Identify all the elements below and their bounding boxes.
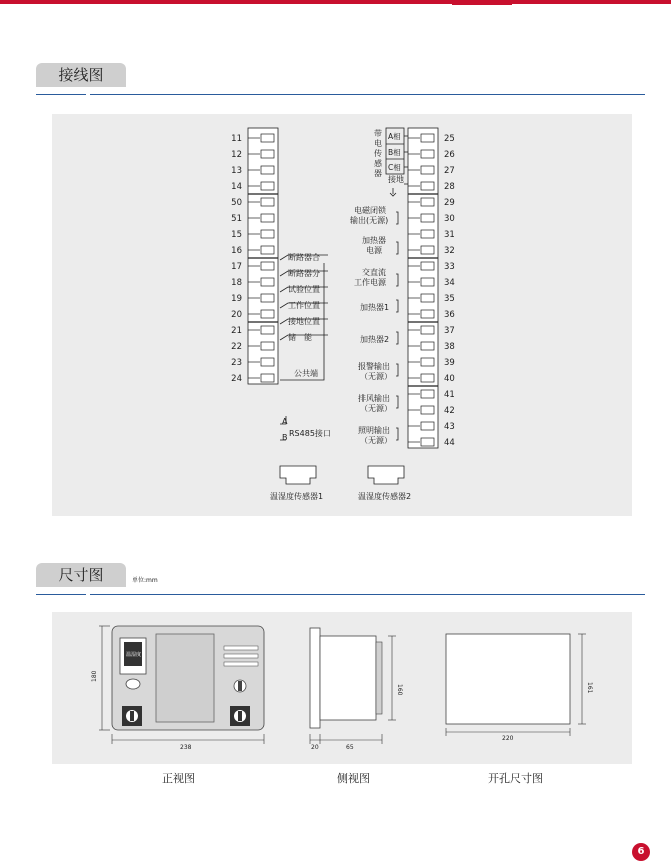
side-height-dim: 160 bbox=[396, 684, 403, 696]
caption-front-view: 正视图 bbox=[162, 772, 195, 785]
terminal-slot bbox=[421, 246, 434, 254]
terminal-number: 15 bbox=[231, 230, 242, 240]
terminal-slot bbox=[261, 326, 274, 334]
section-rule bbox=[90, 594, 645, 595]
label-heater1: 加热器1 bbox=[360, 303, 390, 312]
terminal-number: 51 bbox=[231, 214, 242, 224]
wiring-diagram bbox=[52, 114, 632, 516]
label-heater-power-2: 电源 bbox=[366, 246, 382, 255]
label-light-1: 照明输出 bbox=[358, 426, 390, 435]
label-test-position: 试验位置 bbox=[288, 285, 320, 294]
label-live-sensor-1: 带 bbox=[374, 129, 382, 138]
caption-cutout-view: 开孔尺寸图 bbox=[488, 772, 543, 785]
left-terminal-block bbox=[231, 128, 278, 384]
terminal-number: 41 bbox=[444, 390, 455, 400]
terminal-slot bbox=[261, 214, 274, 222]
terminal-slot bbox=[421, 262, 434, 270]
label-live-sensor-4: 感 bbox=[374, 159, 382, 168]
label-phase-c: C相 bbox=[388, 163, 401, 172]
front-width-dim: 238 bbox=[180, 744, 192, 751]
page-number: 6 bbox=[632, 843, 650, 861]
terminal-number: 42 bbox=[444, 406, 455, 416]
sensor1-icon bbox=[280, 466, 316, 484]
terminal-number: 26 bbox=[444, 150, 455, 160]
terminal-slot bbox=[261, 278, 274, 286]
terminal-slot bbox=[421, 390, 434, 398]
terminal-slot bbox=[421, 134, 434, 142]
label-phase-a: A相 bbox=[388, 132, 401, 141]
terminal-number: 22 bbox=[231, 342, 242, 352]
section-rule bbox=[90, 94, 645, 95]
section-title-dimensions: 尺寸图 bbox=[36, 563, 126, 587]
section-rule-left bbox=[36, 94, 86, 95]
terminal-number: 11 bbox=[231, 134, 242, 144]
label-rs485-a: A bbox=[282, 417, 288, 426]
label-work-position: 工作位置 bbox=[288, 301, 320, 310]
label-ground: 接地 bbox=[388, 175, 404, 184]
label-ground-position: 接地位置 bbox=[288, 317, 320, 326]
terminal-slot bbox=[421, 198, 434, 206]
side-view bbox=[310, 628, 403, 751]
label-heater-power-1: 加热器 bbox=[362, 236, 386, 245]
terminal-number: 34 bbox=[444, 278, 455, 288]
dimension-drawing-panel bbox=[52, 612, 632, 764]
terminal-slot bbox=[261, 246, 274, 254]
caption-side-view: 侧视图 bbox=[337, 772, 370, 785]
label-rs485: RS485接口 bbox=[289, 429, 331, 438]
label-acdc-2: 工作电源 bbox=[354, 278, 386, 287]
terminal-number: 40 bbox=[444, 374, 455, 384]
terminal-slot bbox=[421, 278, 434, 286]
label-live-sensor-3: 传 bbox=[374, 149, 382, 158]
terminal-number: 30 bbox=[444, 214, 455, 224]
terminal-number: 36 bbox=[444, 310, 455, 320]
terminal-number: 20 bbox=[231, 310, 242, 320]
terminal-slot bbox=[261, 198, 274, 206]
terminal-slot bbox=[421, 182, 434, 190]
label-sensor1: 温湿度传感器1 bbox=[270, 492, 324, 501]
terminal-number: 44 bbox=[444, 438, 455, 448]
terminal-number: 25 bbox=[444, 134, 455, 144]
label-em-lock-1: 电磁闭锁 bbox=[354, 206, 386, 215]
terminal-slot bbox=[261, 342, 274, 350]
terminal-slot bbox=[421, 326, 434, 334]
dimension-drawing bbox=[52, 612, 632, 764]
terminal-number: 19 bbox=[231, 294, 242, 304]
label-phase-b: B相 bbox=[388, 148, 401, 157]
terminal-slot bbox=[421, 310, 434, 318]
cutout-height-dim: 161 bbox=[586, 682, 593, 694]
terminal-slot bbox=[421, 374, 434, 382]
terminal-slot bbox=[421, 166, 434, 174]
terminal-slot bbox=[421, 230, 434, 238]
terminal-number: 16 bbox=[231, 246, 242, 256]
label-breaker-open: 断路器分 bbox=[288, 269, 320, 278]
terminal-slot bbox=[261, 358, 274, 366]
label-fan-2: （无源） bbox=[360, 404, 392, 413]
label-em-lock-2: 输出(无源) bbox=[350, 216, 389, 225]
cutout-view bbox=[446, 634, 593, 742]
terminal-slot bbox=[421, 438, 434, 446]
terminal-slot bbox=[261, 262, 274, 270]
label-alarm-1: 报警输出 bbox=[358, 362, 390, 371]
terminal-number: 18 bbox=[231, 278, 242, 288]
label-live-sensor-5: 器 bbox=[374, 169, 382, 178]
label-heater2: 加热器2 bbox=[360, 335, 390, 344]
terminal-slot bbox=[421, 294, 434, 302]
terminal-number: 29 bbox=[444, 198, 455, 208]
terminal-slot bbox=[421, 358, 434, 366]
side-body-depth-dim: 65 bbox=[346, 744, 354, 751]
terminal-slot bbox=[261, 310, 274, 318]
terminal-slot bbox=[261, 374, 274, 382]
top-accent-mark bbox=[452, 0, 512, 5]
terminal-slot bbox=[261, 230, 274, 238]
terminal-slot bbox=[421, 342, 434, 350]
terminal-slot bbox=[421, 422, 434, 430]
front-height-dim: 180 bbox=[91, 670, 98, 682]
label-acdc-1: 交直流 bbox=[362, 268, 386, 277]
terminal-number: 13 bbox=[231, 166, 242, 176]
label-live-sensor-2: 电 bbox=[374, 139, 382, 148]
terminal-number: 43 bbox=[444, 422, 455, 432]
top-accent-bar bbox=[0, 0, 671, 4]
sensor2-icon bbox=[368, 466, 404, 484]
terminal-number: 23 bbox=[231, 358, 242, 368]
label-common: 公共端 bbox=[294, 369, 318, 378]
label-energy-storage: 储 能 bbox=[288, 333, 312, 342]
label-rs485-b: B bbox=[282, 433, 288, 442]
terminal-number: 14 bbox=[231, 182, 242, 192]
terminal-slot bbox=[421, 150, 434, 158]
terminal-number: 17 bbox=[231, 262, 242, 272]
terminal-slot bbox=[261, 166, 274, 174]
terminal-slot bbox=[421, 214, 434, 222]
front-view bbox=[91, 626, 264, 751]
right-terminal-block bbox=[408, 128, 455, 448]
terminal-number: 50 bbox=[231, 198, 242, 208]
side-front-depth-dim: 20 bbox=[311, 744, 319, 751]
terminal-number: 27 bbox=[444, 166, 455, 176]
terminal-number: 37 bbox=[444, 326, 455, 336]
label-breaker-close: 断路器合 bbox=[288, 253, 320, 262]
front-display-label: 温湿度 bbox=[126, 652, 142, 658]
terminal-number: 33 bbox=[444, 262, 455, 272]
terminal-slot bbox=[261, 182, 274, 190]
terminal-number: 21 bbox=[231, 326, 242, 336]
terminal-slot bbox=[261, 150, 274, 158]
terminal-number: 39 bbox=[444, 358, 455, 368]
unit-note: 单位:mm bbox=[132, 577, 158, 584]
label-sensor2: 温湿度传感器2 bbox=[358, 492, 412, 501]
terminal-number: 31 bbox=[444, 230, 455, 240]
label-alarm-2: （无源） bbox=[360, 372, 392, 381]
terminal-number: 32 bbox=[444, 246, 455, 256]
wiring-diagram-panel bbox=[52, 114, 632, 516]
terminal-number: 28 bbox=[444, 182, 455, 192]
terminal-slot bbox=[421, 406, 434, 414]
terminal-slot bbox=[261, 294, 274, 302]
section-rule-left bbox=[36, 594, 86, 595]
cutout-width-dim: 220 bbox=[502, 735, 514, 742]
label-light-2: （无源） bbox=[360, 436, 392, 445]
section-title-wiring: 接线图 bbox=[36, 63, 126, 87]
terminal-number: 24 bbox=[231, 374, 242, 384]
terminal-number: 38 bbox=[444, 342, 455, 352]
terminal-number: 12 bbox=[231, 150, 242, 160]
terminal-slot bbox=[261, 134, 274, 142]
label-fan-1: 排风输出 bbox=[358, 394, 390, 403]
terminal-number: 35 bbox=[444, 294, 455, 304]
